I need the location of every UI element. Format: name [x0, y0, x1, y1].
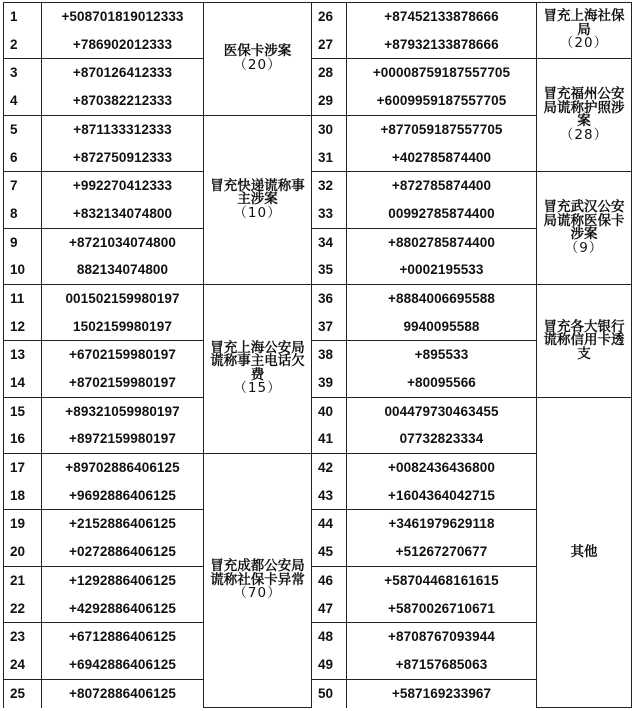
phone-number: +872750912333 [42, 143, 204, 171]
phone-number: 00992785874400 [347, 200, 537, 228]
row-number: 18 [4, 482, 42, 510]
phone-number: +8972159980197 [42, 425, 204, 453]
category-cell [537, 284, 632, 397]
row-number: 15 [4, 397, 42, 425]
phone-number: +1604364042715 [347, 482, 537, 510]
phone-number: +80095566 [347, 369, 537, 397]
row-number: 10 [4, 256, 42, 284]
row-number: 11 [4, 284, 42, 312]
row-number: 28 [312, 59, 347, 87]
category-count: （20） [233, 56, 282, 73]
phone-number: +8072886406125 [42, 679, 204, 708]
category-label: 医保卡涉案 [223, 43, 292, 60]
category-cell [204, 115, 312, 284]
row-number: 7 [4, 172, 42, 200]
row-number: 6 [4, 143, 42, 171]
row-number: 38 [312, 341, 347, 369]
category-label: 冒充武汉公安局谎称医保卡涉案 [543, 199, 625, 242]
phone-number: +8708767093944 [347, 623, 537, 651]
row-number: 8 [4, 200, 42, 228]
phone-number: +51267270677 [347, 538, 537, 566]
row-number: 1 [4, 3, 42, 31]
phone-number: +508701819012333 [42, 3, 204, 31]
category-count: （28） [559, 126, 609, 143]
row-number: 27 [312, 31, 347, 59]
category-label: 冒充各大银行谎称信用卡透支 [543, 318, 625, 362]
phone-number: +87932133878666 [347, 31, 537, 59]
phone-number: +786902012333 [42, 31, 204, 59]
phone-number: 004479730463455 [347, 397, 537, 425]
row-number: 32 [312, 172, 347, 200]
phone-number: +9692886406125 [42, 482, 204, 510]
row-number: 25 [4, 679, 42, 708]
row-number: 29 [312, 87, 347, 115]
phone-number: +8702159980197 [42, 369, 204, 397]
row-number: 41 [312, 425, 347, 453]
table-row [4, 3, 632, 31]
phone-number: +3461979629118 [347, 510, 537, 538]
category-cell [537, 172, 632, 285]
phone-number: +832134074800 [42, 200, 204, 228]
phone-number: +992270412333 [42, 172, 204, 200]
row-number: 39 [312, 369, 347, 397]
phone-number: +87452133878666 [347, 3, 537, 31]
phone-number: +87157685063 [347, 651, 537, 679]
row-number: 22 [4, 594, 42, 622]
category-cell [204, 3, 312, 116]
category-count: （10） [233, 204, 282, 221]
row-number: 2 [4, 31, 42, 59]
row-number: 42 [312, 454, 347, 482]
row-number: 36 [312, 284, 347, 312]
row-number: 3 [4, 59, 42, 87]
phone-number: 882134074800 [42, 256, 204, 284]
row-number: 46 [312, 566, 347, 594]
phone-number: +870382212333 [42, 87, 204, 115]
phone-number: +6702159980197 [42, 341, 204, 369]
phone-number: +0082436436800 [347, 454, 537, 482]
category-label: 冒充成都公安局谎称社保卡异常 [210, 558, 305, 588]
table-row [4, 284, 632, 312]
row-number: 20 [4, 538, 42, 566]
row-number: 24 [4, 651, 42, 679]
phone-number: +870126412333 [42, 59, 204, 87]
phone-number: +872785874400 [347, 172, 537, 200]
category-label: 冒充上海社保局 [543, 8, 625, 38]
phone-number: +1292886406125 [42, 566, 204, 594]
row-number: 26 [312, 3, 347, 31]
row-number: 19 [4, 510, 42, 538]
category-count: （9） [564, 239, 604, 256]
row-number: 17 [4, 454, 42, 482]
row-number: 33 [312, 200, 347, 228]
phone-number: +6009959187557705 [347, 87, 537, 115]
category-label: 冒充上海公安局谎称事主电话欠费 [210, 339, 305, 383]
phone-number: +895533 [347, 341, 537, 369]
row-number: 47 [312, 594, 347, 622]
row-number: 23 [4, 623, 42, 651]
category-cell [204, 454, 312, 708]
row-number: 5 [4, 115, 42, 143]
phone-number: +402785874400 [347, 143, 537, 171]
phone-number: +89321059980197 [42, 397, 204, 425]
phone-number: +871133312333 [42, 115, 204, 143]
phone-number: +58704468161615 [347, 566, 537, 594]
row-number: 37 [312, 313, 347, 341]
category-label: 其他 [570, 543, 598, 560]
phone-number: 9940095588 [347, 313, 537, 341]
row-number: 44 [312, 510, 347, 538]
row-number: 34 [312, 228, 347, 256]
category-cell [537, 59, 632, 172]
phone-number: +5870026710671 [347, 594, 537, 622]
phone-number: +877059187557705 [347, 115, 537, 143]
row-number: 21 [4, 566, 42, 594]
category-label: 冒充福州公安局谎称护照涉案 [543, 86, 625, 130]
phone-number: +8884006695588 [347, 284, 537, 312]
phone-number: +587169233967 [347, 679, 537, 708]
row-number: 9 [4, 228, 42, 256]
row-number: 50 [312, 679, 347, 708]
category-count: （20） [559, 35, 609, 52]
category-cell [204, 284, 312, 453]
phone-number: +6712886406125 [42, 623, 204, 651]
phone-number: +8802785874400 [347, 228, 537, 256]
phone-number: +4292886406125 [42, 594, 204, 622]
table-row [4, 397, 632, 425]
phone-number: +2152886406125 [42, 510, 204, 538]
table-row [4, 172, 632, 200]
phone-number: +00008759187557705 [347, 59, 537, 87]
row-number: 4 [4, 87, 42, 115]
row-number: 12 [4, 313, 42, 341]
phone-number: 07732823334 [347, 425, 537, 453]
phone-number: 1502159980197 [42, 313, 204, 341]
category-cell [537, 3, 632, 59]
category-count: （70） [233, 585, 282, 602]
row-number: 48 [312, 623, 347, 651]
row-number: 45 [312, 538, 347, 566]
row-number: 13 [4, 341, 42, 369]
row-number: 43 [312, 482, 347, 510]
phone-number-table [3, 2, 632, 708]
phone-number: +6942886406125 [42, 651, 204, 679]
phone-number: +0272886406125 [42, 538, 204, 566]
row-number: 14 [4, 369, 42, 397]
table-row [4, 59, 632, 87]
phone-number: +0002195533 [347, 256, 537, 284]
phone-number: +89702886406125 [42, 454, 204, 482]
row-number: 30 [312, 115, 347, 143]
category-cell [537, 397, 632, 707]
row-number: 16 [4, 425, 42, 453]
row-number: 35 [312, 256, 347, 284]
row-number: 49 [312, 651, 347, 679]
phone-number: +8721034074800 [42, 228, 204, 256]
category-count: （15） [233, 380, 282, 397]
row-number: 40 [312, 397, 347, 425]
row-number: 31 [312, 143, 347, 171]
phone-number: 001502159980197 [42, 284, 204, 312]
category-label: 冒充快递谎称事主涉案 [210, 177, 305, 208]
